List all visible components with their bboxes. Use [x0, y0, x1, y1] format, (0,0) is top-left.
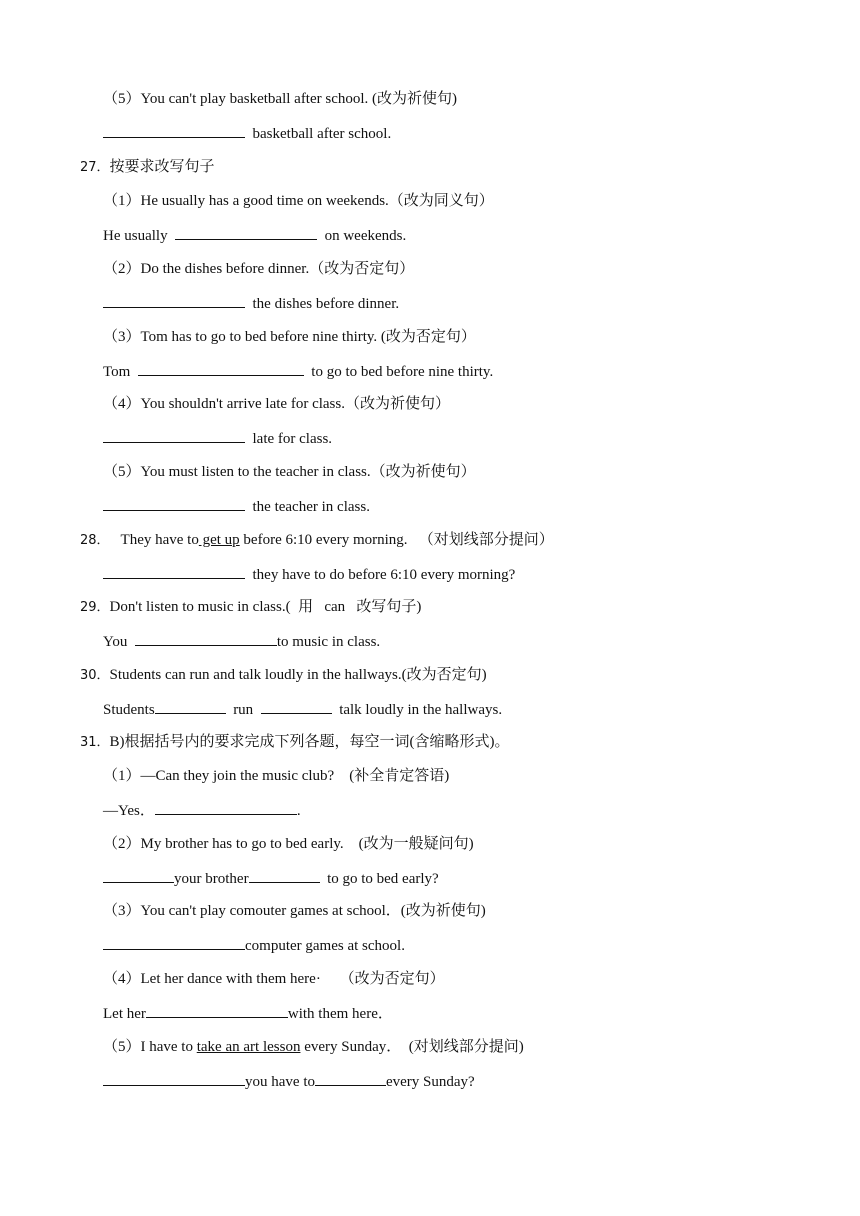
q27-title: 按要求改写句子: [109, 159, 215, 175]
q29-heading: [80, 597, 421, 617]
q27-1-prompt: （1）He usually has a good time on weekends.（改为同义句）: [103, 193, 494, 209]
q31-5-pre: （5）I have to: [103, 1039, 197, 1055]
q31-5-underlined: take an art lesson: [196, 1039, 301, 1055]
q27-3-post: to go to bed before nine thirty.: [311, 364, 494, 380]
answer-blank[interactable]: [138, 361, 304, 376]
q27-5-prompt: （5）You must listen to the teacher in class.（改为祈使句）: [103, 464, 476, 480]
q31-3-answer-line: [103, 935, 405, 955]
question-number: 29．: [80, 600, 110, 615]
answer-blank[interactable]: [261, 699, 332, 714]
q31-heading: [80, 732, 510, 752]
answer-blank[interactable]: [249, 868, 320, 883]
q31-4-pre: Let her: [103, 1006, 146, 1022]
q28-answer-line: [103, 564, 515, 584]
q31-1-post: .: [296, 803, 301, 819]
q27-3-pre: Tom: [103, 364, 131, 380]
q31-4-answer-line: [103, 1003, 393, 1023]
question-number: 31．: [80, 735, 110, 750]
q27-3-prompt: （3）Tom has to go to bed before nine thirty. (改为否定句）: [103, 329, 476, 345]
answer-blank[interactable]: [103, 496, 245, 511]
q28-pre: They have to: [120, 532, 199, 548]
q30-prompt: Students can run and talk loudly in the hallways.(改为否定句): [109, 667, 487, 683]
q31-5-prompt: [103, 1037, 524, 1057]
q31-1-prompt: （1）—Can they join the music club? (补全肯定答语): [103, 768, 450, 784]
q31-5-mid: you have to: [245, 1074, 315, 1090]
q31-2-mid: your brother: [174, 871, 249, 887]
answer-blank[interactable]: [103, 293, 245, 308]
q28-answer-text: they have to do before 6:10 every morning?: [252, 567, 516, 583]
q31-3-answer-text: computer games at school.: [245, 938, 405, 954]
question-number: 28．: [80, 533, 110, 548]
q29-post: to music in class.: [276, 634, 381, 650]
answer-blank[interactable]: [103, 1071, 245, 1086]
answer-blank[interactable]: [135, 631, 277, 646]
q31-2-answer-line: [103, 868, 439, 888]
answer-blank[interactable]: [103, 564, 245, 579]
answer-blank[interactable]: [155, 699, 226, 714]
q31-5-answer-line: [103, 1071, 475, 1091]
q31-4-prompt: （4）Let her dance with them here· （改为否定句）: [103, 971, 445, 987]
q31-2-post: to go to bed early?: [327, 871, 439, 887]
q28-post: before 6:10 every morning. （对划线部分提问）: [239, 532, 554, 548]
q27-5-answer-text: the teacher in class.: [252, 499, 370, 515]
q30-pre: Students: [103, 702, 155, 718]
q30-heading: [80, 665, 487, 685]
answer-blank[interactable]: [155, 800, 297, 815]
answer-blank[interactable]: [103, 123, 245, 138]
q30-post: talk loudly in the hallways.: [339, 702, 503, 718]
q27-5-answer-line: [103, 496, 370, 516]
q27-2-prompt: （2）Do the dishes before dinner.（改为否定句）: [103, 261, 415, 277]
q27-2-answer-line: [103, 293, 399, 313]
q27-1-pre: He usually: [103, 228, 168, 244]
q27-3-answer-line: [103, 361, 493, 381]
q27-1-post: on weekends.: [324, 228, 407, 244]
answer-blank[interactable]: [103, 935, 245, 950]
q31-5-post: every Sunday． (对划线部分提问): [300, 1039, 524, 1055]
answer-blank[interactable]: [103, 868, 174, 883]
q30-answer-line: [103, 699, 502, 719]
q27-4-prompt: （4）You shouldn't arrive late for class.（改为祈使句）: [103, 396, 450, 412]
question-number: 27．: [80, 160, 110, 175]
question-number: 30．: [80, 668, 110, 683]
q26-5-answer-text: basketball after school.: [252, 126, 392, 142]
answer-blank[interactable]: [146, 1003, 288, 1018]
answer-blank[interactable]: [103, 428, 245, 443]
q27-1-answer-line: [103, 225, 406, 245]
q31-1-pre: —Yes．: [103, 803, 155, 819]
q27-2-answer-text: the dishes before dinner.: [252, 296, 400, 312]
q27-4-answer-line: [103, 428, 332, 448]
q27-4-answer-text: late for class.: [252, 431, 333, 447]
q31-3-prompt: （3）You can't play comouter games at school．(改为祈使句): [103, 903, 486, 919]
answer-blank[interactable]: [315, 1071, 386, 1086]
q31-2-prompt: （2）My brother has to go to bed early. (改为一般疑问句): [103, 836, 474, 852]
q27-heading: [80, 157, 215, 177]
q29-answer-line: [103, 631, 380, 651]
q31-title: B)根据括号内的要求完成下列各题，每空一词(含缩略形式)。: [109, 734, 510, 750]
q31-1-answer-line: [103, 800, 301, 820]
q26-5-prompt: （5）You can't play basketball after school. (改为祈使句): [103, 91, 458, 107]
q28-underlined: get up: [198, 532, 240, 548]
q29-prompt: Don't listen to music in class.( 用 can 改写句子): [109, 599, 422, 615]
q31-4-post: with them here．: [287, 1006, 393, 1022]
q30-mid: run: [233, 702, 254, 718]
answer-blank[interactable]: [175, 225, 317, 240]
q31-5-end: every Sunday?: [385, 1074, 475, 1090]
q28-heading: [80, 530, 554, 550]
q29-pre: You: [103, 634, 128, 650]
q26-5-answer-line: [103, 123, 391, 143]
